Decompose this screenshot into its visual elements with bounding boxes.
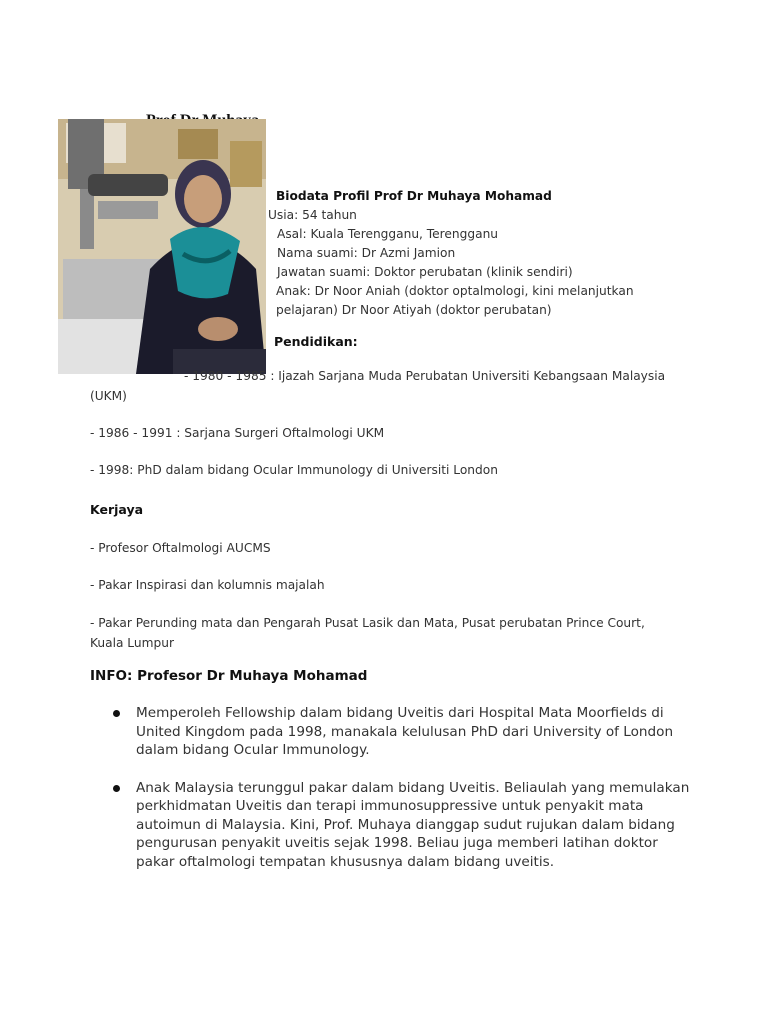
bio-husband: Nama suami: Dr Azmi Jamion xyxy=(277,246,456,260)
bullet-text-line: autoimun di Malaysia. Kini, Prof. Muhaya dianggap sudut rujukan dalam bidang xyxy=(136,816,675,833)
bullet-text-line: Memperoleh Fellowship dalam bidang Uveitis dari Hospital Mata Moorfields di xyxy=(136,705,664,721)
profile-photo-illustration xyxy=(58,119,266,374)
bullet-text-line: Anak Malaysia terunggul pakar dalam bidang Uveitis. Beliaulah yang memulakan xyxy=(136,779,690,796)
bullet-text-line: perkhidmatan Uveitis dan terapi immunosuppressive untuk penyakit mata xyxy=(136,798,644,814)
education-item: - 1986 - 1991 : Sarjana Surgeri Oftalmologi UKM xyxy=(90,426,385,440)
bullet-icon xyxy=(113,785,120,792)
education-heading: Pendidikan: xyxy=(274,334,358,349)
education-item: (UKM) xyxy=(90,389,127,403)
bio-husband-job: Jawatan suami: Doktor perubatan (klinik sendiri) xyxy=(277,265,573,279)
bullet-text-line: pengurusan penyakit uveitis sejak 1998. Beliau juga memberi latihan doktor xyxy=(136,835,658,851)
bullet-text-line: United Kingdom pada 1998, manakala kelulusan PhD dari University of London xyxy=(136,723,674,740)
bullet-icon xyxy=(113,710,120,717)
career-item: - Pakar Perunding mata dan Pengarah Pusat Lasik dan Mata, Pusat perubatan Prince Court, xyxy=(90,616,645,630)
career-item: - Pakar Inspirasi dan kolumnis majalah xyxy=(90,578,325,592)
career-heading: Kerjaya xyxy=(90,502,144,517)
bio-children: Anak: Dr Noor Aniah (doktor optalmologi, kini melanjutkan xyxy=(276,284,634,298)
bio-age: Usia: 54 tahun xyxy=(268,208,357,222)
career-item: - Profesor Oftalmologi AUCMS xyxy=(90,541,271,555)
bullet-text-line: pakar oftalmologi tempatan khususnya dalam bidang uveitis. xyxy=(136,853,555,870)
education-item: - 1980 - 1985 : Ijazah Sarjana Muda Perubatan Universiti Kebangsaan Malaysia xyxy=(184,369,666,383)
info-bullet-item xyxy=(104,704,704,760)
bio-origin: Asal: Kuala Terengganu, Terengganu xyxy=(277,227,499,241)
bio-children-cont: pelajaran) Dr Noor Atiyah (doktor perubatan) xyxy=(276,303,552,317)
education-item: - 1998: PhD dalam bidang Ocular Immunology di Universiti London xyxy=(90,463,498,477)
info-bullet-list xyxy=(104,704,704,890)
bio-heading: Biodata Profil Prof Dr Muhaya Mohamad xyxy=(276,189,552,203)
career-item: Kuala Lumpur xyxy=(90,636,174,650)
profile-photo xyxy=(58,119,266,374)
info-bullet-item xyxy=(104,779,704,872)
info-heading: INFO: Profesor Dr Muhaya Mohamad xyxy=(90,668,368,684)
bullet-text-line: dalam bidang Ocular Immunology. xyxy=(136,742,370,758)
